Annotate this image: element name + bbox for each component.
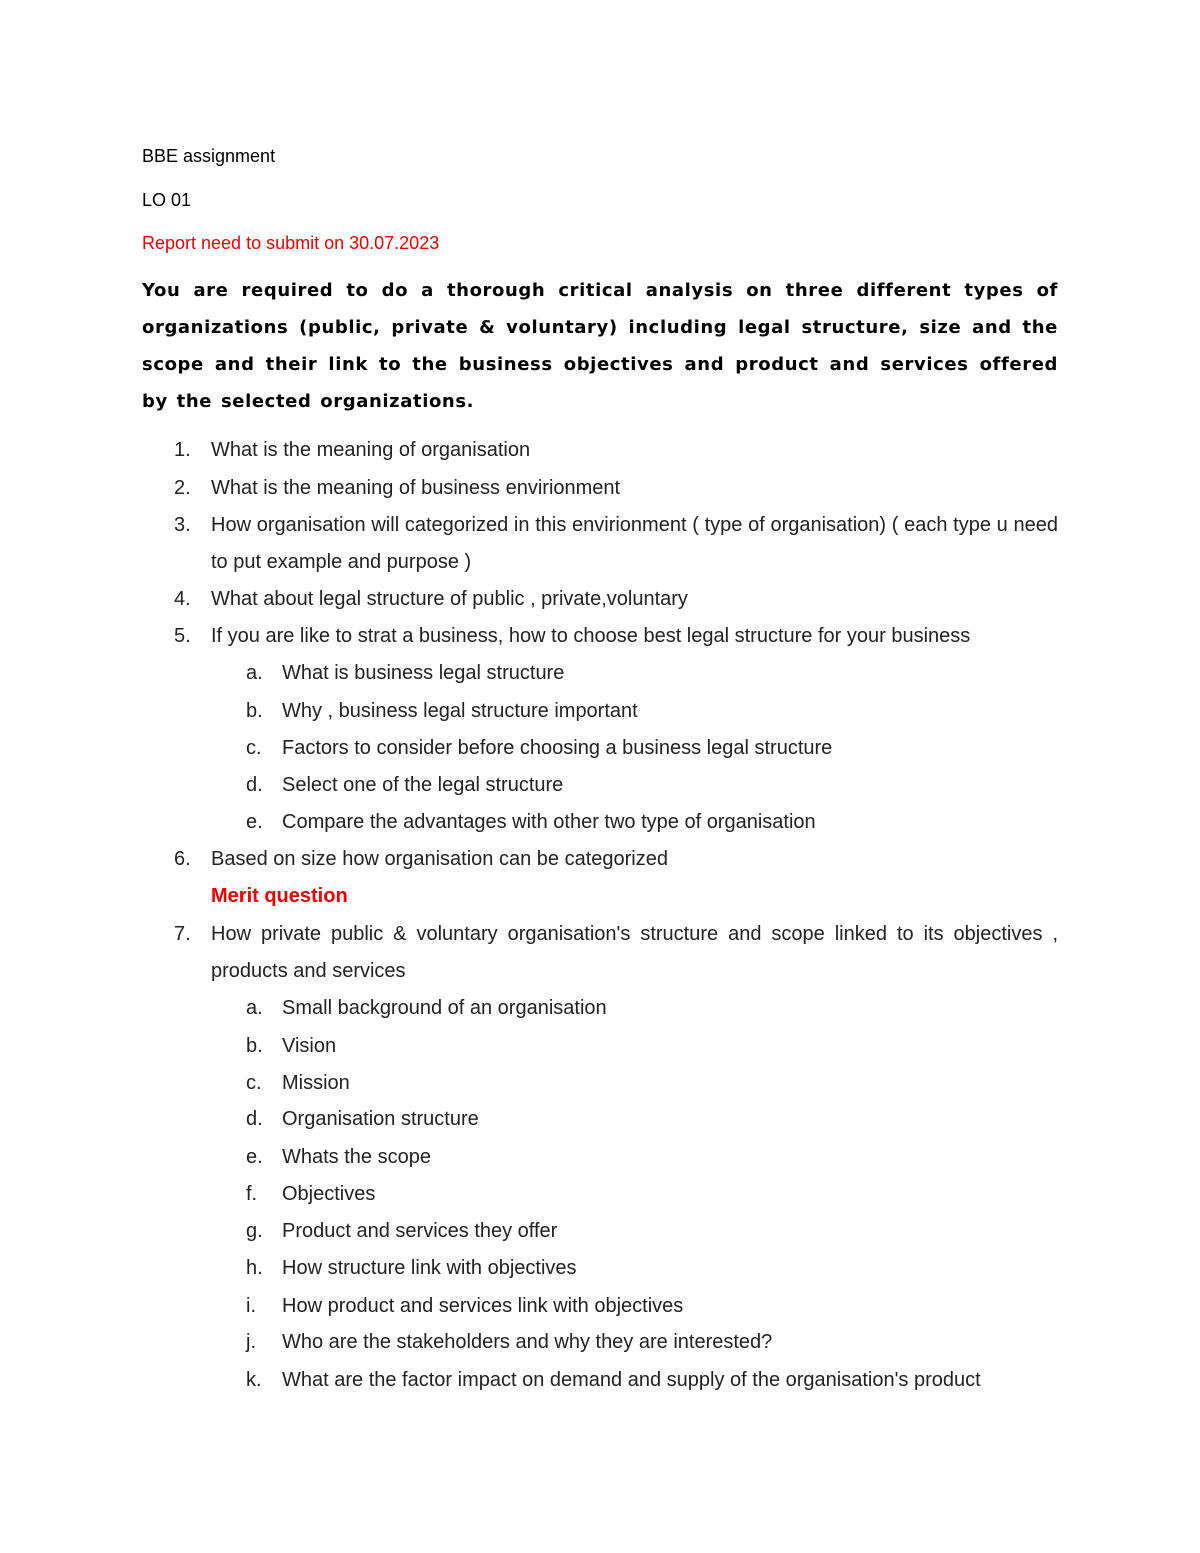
sub-list-text: Mission	[282, 1072, 350, 1094]
sub-list-letter: b.	[246, 700, 263, 722]
sub-list-text: Whats the scope	[282, 1146, 431, 1168]
sub-list-text: Objectives	[282, 1183, 376, 1205]
sub-list-text: How product and services link with objectives	[282, 1295, 684, 1317]
list-text: What is the meaning of business envirionment	[211, 477, 621, 499]
list-number: 7.	[174, 923, 191, 945]
list-text: How private public & voluntary organisation's structure and scope linked to its objectives , products and services	[211, 923, 1058, 982]
assignment-brief: You are required to do a thorough critical analysis on three different types of organizations (public, private & voluntary) including legal structure, size and the scope and their link to the business objectives and product and services offered by the selected organizations.	[142, 280, 1058, 412]
list-number: 3.	[174, 514, 191, 536]
sub-list-letter: b.	[246, 1035, 263, 1057]
sub-list-text: Who are the stakeholders and why they are interested?	[282, 1331, 773, 1353]
sub-list-text: Why , business legal structure important	[282, 700, 638, 722]
sub-list-letter: e.	[246, 1146, 263, 1168]
sub-list-letter: g.	[246, 1220, 263, 1242]
list-text: If you are like to strat a business, how to choose best legal structure for your business	[211, 625, 971, 647]
sub-list-letter: i.	[246, 1295, 256, 1317]
list-text: How organisation will categorized in this envirionment ( type of organisation) ( each type u need to put example and purpose )	[211, 514, 1058, 573]
sub-list-letter: a.	[246, 997, 263, 1019]
merit-heading: Merit question	[211, 885, 348, 907]
sub-list-letter: f.	[246, 1183, 258, 1205]
sub-list-letter: a.	[246, 662, 263, 684]
learning-outcome-label: LO 01	[142, 190, 192, 210]
submission-deadline: Report need to submit on 30.07.2023	[142, 233, 440, 253]
sub-list-text: Compare the advantages with other two type of organisation	[282, 811, 816, 833]
sub-list-text: Factors to consider before choosing a business legal structure	[282, 737, 833, 759]
sub-list-text: Organisation structure	[282, 1108, 479, 1130]
sub-list-text: Small background of an organisation	[282, 997, 607, 1019]
list-text: Based on size how organisation can be categorized	[211, 848, 668, 870]
sub-list-text: Vision	[282, 1035, 337, 1057]
sub-list-text: What is business legal structure	[282, 662, 565, 684]
sub-list-letter: c.	[246, 1072, 262, 1094]
sub-list-text: Select one of the legal structure	[282, 774, 564, 796]
sub-list-text: What are the factor impact on demand and supply of the organisation's product	[282, 1369, 981, 1391]
list-text: What about legal structure of public , private,voluntary	[211, 588, 688, 610]
sub-list-letter: e.	[246, 811, 263, 833]
sub-list-letter: c.	[246, 737, 262, 759]
document-title: BBE assignment	[142, 146, 276, 166]
list-number: 6.	[174, 848, 191, 870]
list-text: What is the meaning of organisation	[211, 439, 531, 461]
sub-list-letter: d.	[246, 774, 263, 796]
list-number: 5.	[174, 625, 191, 647]
list-number: 4.	[174, 588, 191, 610]
list-number: 1.	[174, 439, 191, 461]
sub-list-letter: d.	[246, 1108, 263, 1130]
sub-list-letter: h.	[246, 1257, 263, 1279]
list-number: 2.	[174, 477, 191, 499]
sub-list-text: How structure link with objectives	[282, 1257, 577, 1279]
sub-list-letter: j.	[246, 1331, 256, 1353]
sub-list-letter: k.	[246, 1369, 262, 1391]
sub-list-text: Product and services they offer	[282, 1220, 558, 1242]
